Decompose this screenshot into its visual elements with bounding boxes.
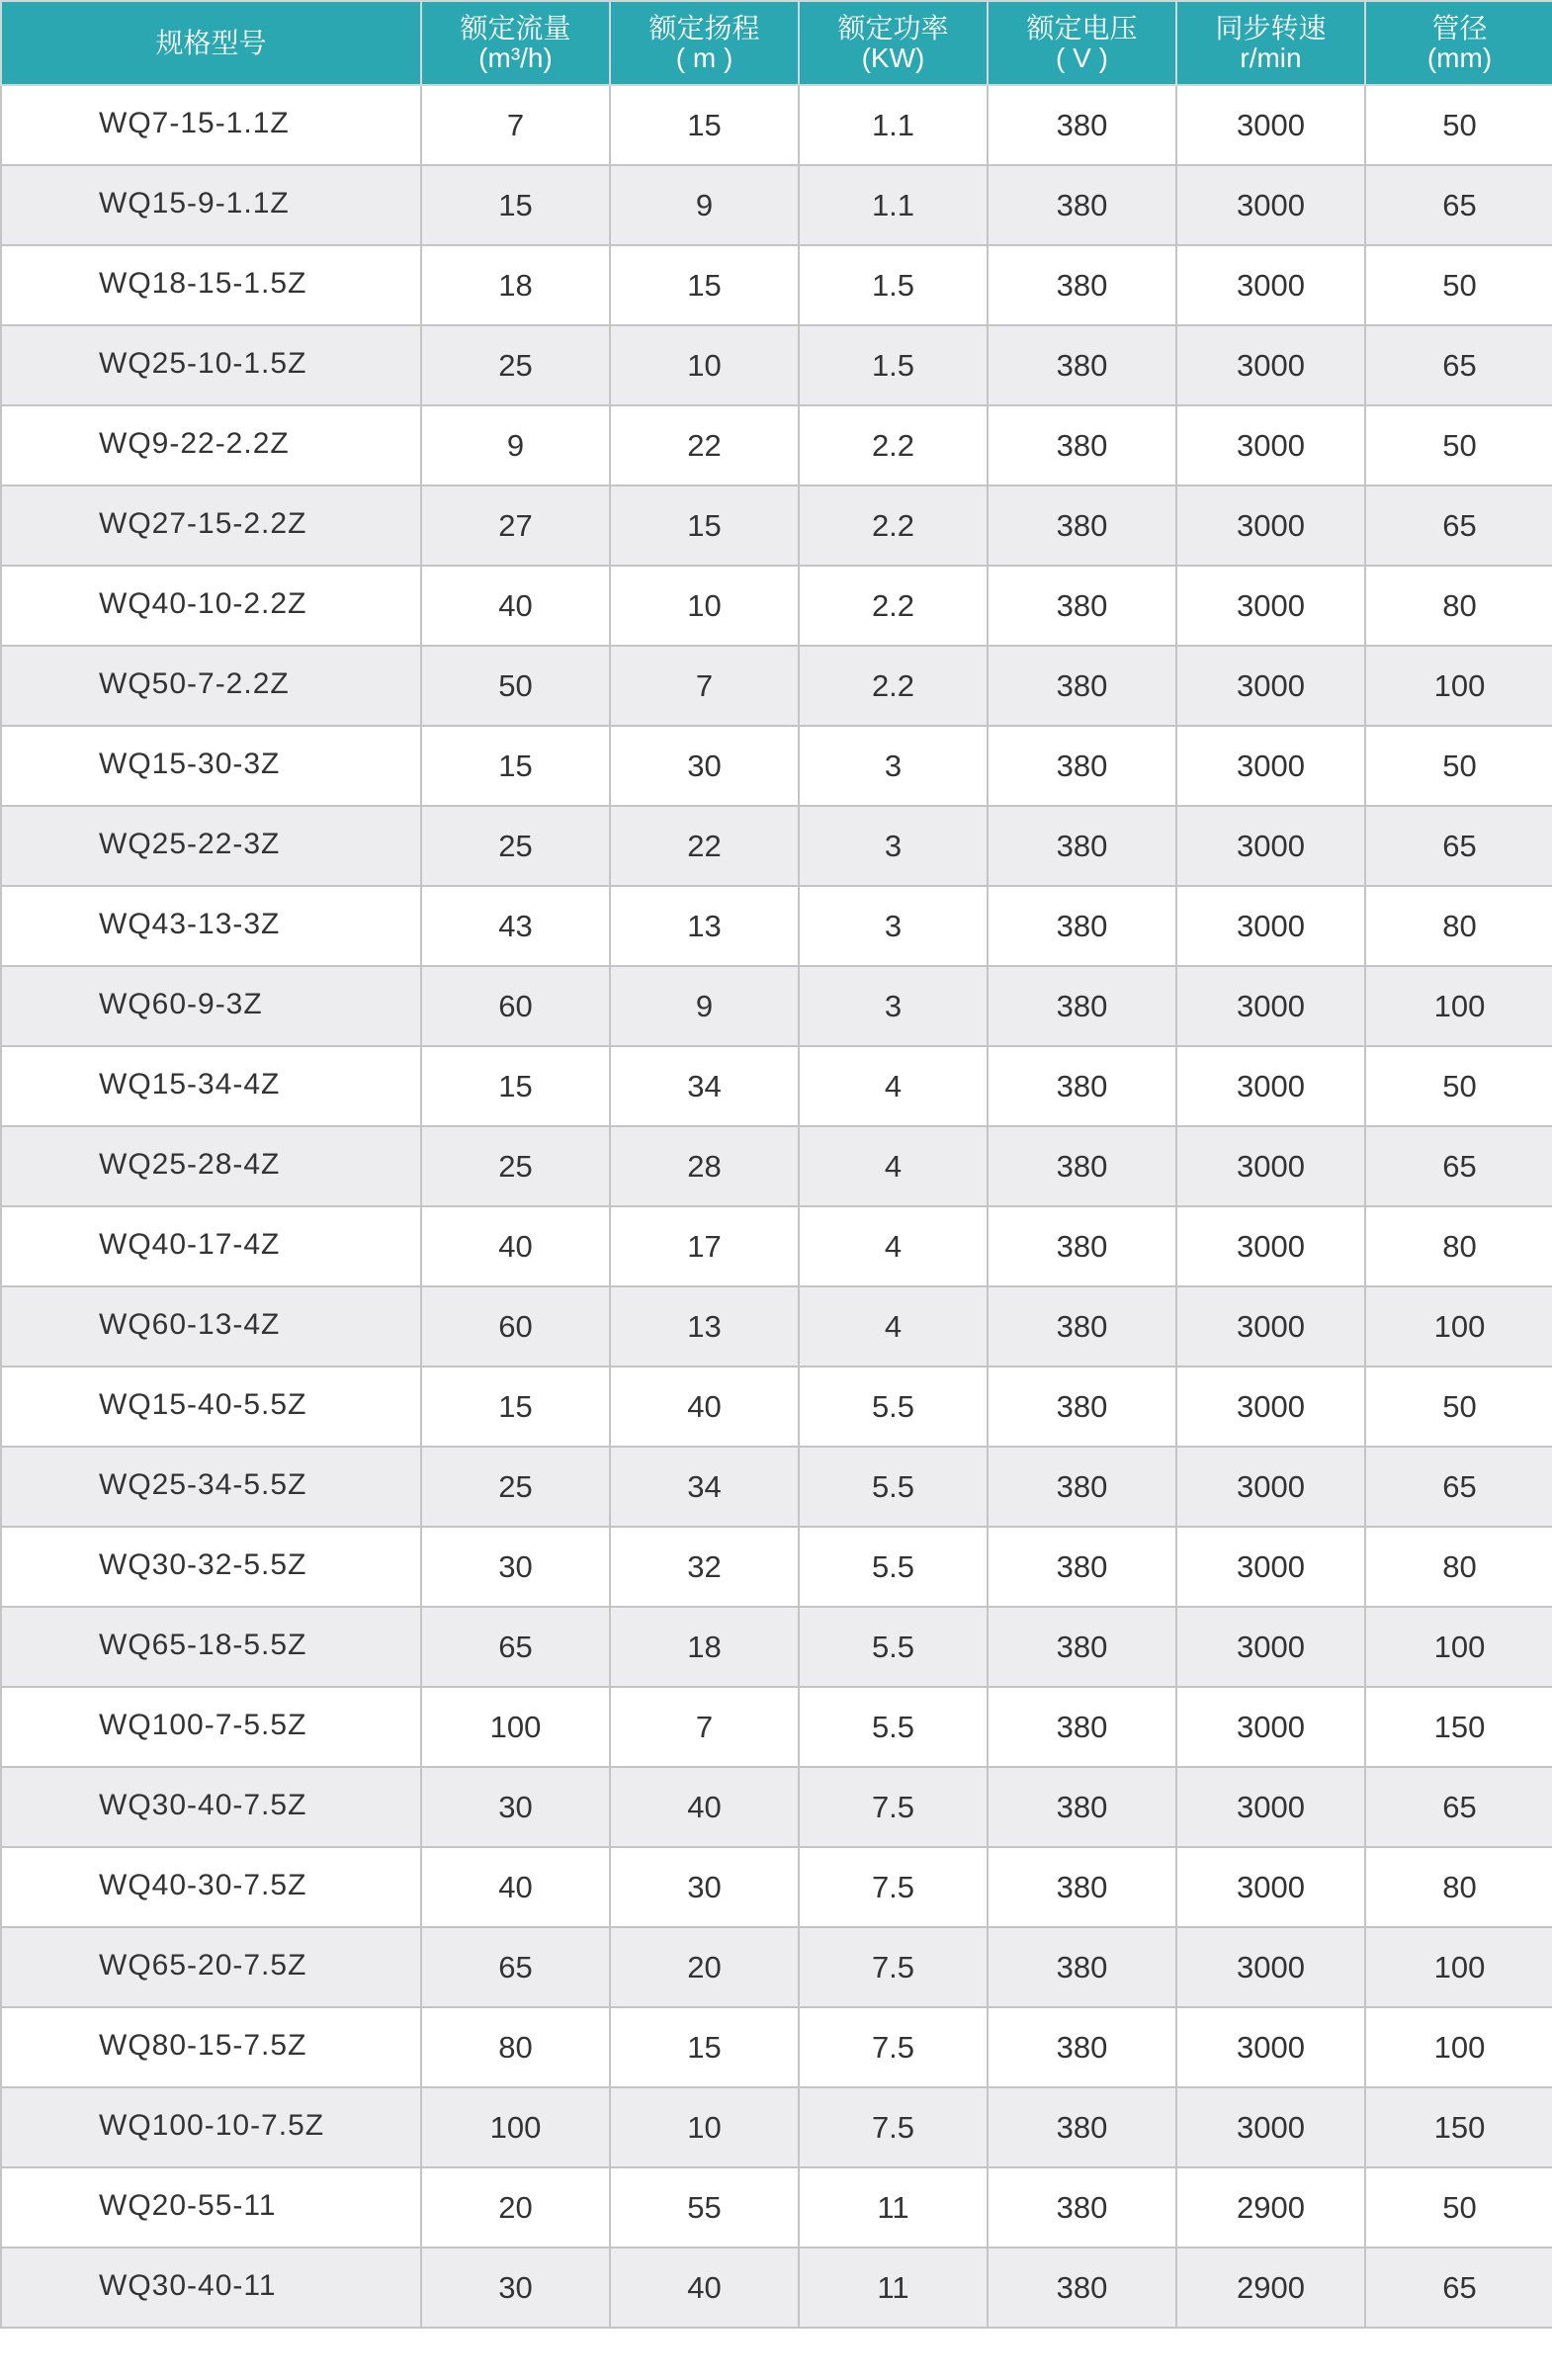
cell-diameter: 80 (1365, 1206, 1552, 1286)
cell-model: WQ25-34-5.5Z (1, 1447, 421, 1527)
table-row (1, 1447, 1552, 1527)
table-row (1, 1607, 1552, 1687)
cell-flow: 25 (421, 806, 610, 886)
cell-voltage: 380 (988, 1527, 1176, 1607)
cell-model: WQ40-17-4Z (1, 1206, 421, 1286)
cell-speed: 3000 (1176, 1527, 1365, 1607)
cell-speed: 3000 (1176, 1046, 1365, 1126)
cell-flow: 80 (421, 2007, 610, 2087)
cell-diameter: 100 (1365, 966, 1552, 1046)
cell-power: 7.5 (799, 1927, 988, 2007)
cell-flow: 25 (421, 1126, 610, 1206)
cell-head: 22 (610, 405, 799, 485)
cell-voltage: 380 (988, 2007, 1176, 2087)
cell-diameter: 65 (1365, 2248, 1552, 2328)
cell-model: WQ100-10-7.5Z (1, 2087, 421, 2167)
cell-model: WQ40-10-2.2Z (1, 566, 421, 646)
cell-power: 3 (799, 886, 988, 966)
cell-speed: 3000 (1176, 485, 1365, 566)
cell-flow: 18 (421, 245, 610, 325)
table-row (1, 1847, 1552, 1927)
cell-speed: 3000 (1176, 1687, 1365, 1767)
cell-head: 17 (610, 1206, 799, 1286)
cell-voltage: 380 (988, 806, 1176, 886)
cell-diameter: 100 (1365, 2007, 1552, 2087)
cell-head: 30 (610, 726, 799, 806)
cell-model: WQ15-9-1.1Z (1, 165, 421, 245)
cell-speed: 3000 (1176, 806, 1365, 886)
cell-flow: 25 (421, 1447, 610, 1527)
cell-diameter: 100 (1365, 1607, 1552, 1687)
cell-power: 2.2 (799, 405, 988, 485)
table-body (1, 85, 1552, 2328)
cell-speed: 3000 (1176, 165, 1365, 245)
cell-voltage: 380 (988, 1927, 1176, 2007)
cell-flow: 50 (421, 646, 610, 726)
cell-diameter: 65 (1365, 806, 1552, 886)
cell-model: WQ30-40-11 (1, 2248, 421, 2328)
cell-head: 32 (610, 1527, 799, 1607)
cell-model: WQ65-20-7.5Z (1, 1927, 421, 2007)
cell-power: 4 (799, 1046, 988, 1126)
cell-voltage: 380 (988, 966, 1176, 1046)
cell-voltage: 380 (988, 886, 1176, 966)
table-row (1, 2248, 1552, 2328)
header-flow: 额定流量 (m³/h) (421, 1, 610, 85)
table-row (1, 1286, 1552, 1366)
cell-head: 55 (610, 2167, 799, 2248)
cell-power: 5.5 (799, 1687, 988, 1767)
cell-head: 22 (610, 806, 799, 886)
cell-power: 5.5 (799, 1607, 988, 1687)
table-row (1, 886, 1552, 966)
cell-diameter: 100 (1365, 1927, 1552, 2007)
cell-model: WQ100-7-5.5Z (1, 1687, 421, 1767)
cell-head: 40 (610, 1366, 799, 1447)
cell-power: 7.5 (799, 1767, 988, 1847)
cell-flow: 15 (421, 726, 610, 806)
cell-head: 13 (610, 1286, 799, 1366)
cell-speed: 3000 (1176, 566, 1365, 646)
cell-flow: 30 (421, 2248, 610, 2328)
table-row (1, 85, 1552, 165)
cell-voltage: 380 (988, 405, 1176, 485)
cell-power: 1.1 (799, 165, 988, 245)
cell-diameter: 80 (1365, 886, 1552, 966)
table-row (1, 2167, 1552, 2248)
cell-model: WQ15-40-5.5Z (1, 1366, 421, 1447)
cell-power: 2.2 (799, 646, 988, 726)
cell-model: WQ27-15-2.2Z (1, 485, 421, 566)
cell-model: WQ18-15-1.5Z (1, 245, 421, 325)
cell-speed: 2900 (1176, 2248, 1365, 2328)
cell-voltage: 380 (988, 325, 1176, 405)
table-row (1, 726, 1552, 806)
table-row (1, 1126, 1552, 1206)
cell-voltage: 380 (988, 2087, 1176, 2167)
table-row (1, 2087, 1552, 2167)
cell-head: 10 (610, 2087, 799, 2167)
cell-speed: 3000 (1176, 1607, 1365, 1687)
header-model: 规格型号 (1, 1, 421, 85)
table-row (1, 1527, 1552, 1607)
cell-power: 4 (799, 1206, 988, 1286)
table-row (1, 1206, 1552, 1286)
cell-voltage: 380 (988, 646, 1176, 726)
table-header (1, 1, 1552, 85)
cell-speed: 3000 (1176, 1366, 1365, 1447)
cell-diameter: 80 (1365, 1847, 1552, 1927)
cell-head: 15 (610, 485, 799, 566)
cell-flow: 60 (421, 1286, 610, 1366)
cell-voltage: 380 (988, 1206, 1176, 1286)
cell-model: WQ40-30-7.5Z (1, 1847, 421, 1927)
cell-diameter: 65 (1365, 1767, 1552, 1847)
header-voltage: 额定电压 ( V ) (988, 1, 1176, 85)
cell-voltage: 380 (988, 2248, 1176, 2328)
table-row (1, 165, 1552, 245)
header-speed: 同步转速 r/min (1176, 1, 1365, 85)
cell-model: WQ65-18-5.5Z (1, 1607, 421, 1687)
cell-speed: 3000 (1176, 1767, 1365, 1847)
cell-model: WQ9-22-2.2Z (1, 405, 421, 485)
cell-voltage: 380 (988, 165, 1176, 245)
cell-head: 34 (610, 1447, 799, 1527)
cell-speed: 3000 (1176, 1927, 1365, 2007)
cell-head: 15 (610, 2007, 799, 2087)
cell-head: 30 (610, 1847, 799, 1927)
cell-flow: 15 (421, 1046, 610, 1126)
cell-voltage: 380 (988, 1447, 1176, 1527)
cell-power: 3 (799, 966, 988, 1046)
cell-voltage: 380 (988, 1767, 1176, 1847)
table-row (1, 245, 1552, 325)
cell-speed: 3000 (1176, 85, 1365, 165)
table-row (1, 966, 1552, 1046)
cell-head: 40 (610, 1767, 799, 1847)
cell-flow: 20 (421, 2167, 610, 2248)
cell-diameter: 65 (1365, 1447, 1552, 1527)
header-diameter: 管径 (mm) (1365, 1, 1552, 85)
cell-diameter: 65 (1365, 165, 1552, 245)
header-row (1, 1, 1552, 85)
cell-speed: 3000 (1176, 405, 1365, 485)
cell-speed: 3000 (1176, 1847, 1365, 1927)
cell-model: WQ80-15-7.5Z (1, 2007, 421, 2087)
cell-diameter: 80 (1365, 566, 1552, 646)
cell-diameter: 50 (1365, 2167, 1552, 2248)
cell-head: 7 (610, 646, 799, 726)
cell-head: 13 (610, 886, 799, 966)
cell-speed: 3000 (1176, 646, 1365, 726)
cell-model: WQ60-9-3Z (1, 966, 421, 1046)
cell-diameter: 150 (1365, 1687, 1552, 1767)
cell-power: 1.1 (799, 85, 988, 165)
cell-speed: 3000 (1176, 1126, 1365, 1206)
cell-model: WQ20-55-11 (1, 2167, 421, 2248)
cell-power: 4 (799, 1286, 988, 1366)
cell-head: 10 (610, 566, 799, 646)
cell-flow: 40 (421, 1847, 610, 1927)
cell-voltage: 380 (988, 1366, 1176, 1447)
cell-voltage: 380 (988, 2167, 1176, 2248)
cell-model: WQ25-28-4Z (1, 1126, 421, 1206)
cell-flow: 65 (421, 1607, 610, 1687)
cell-flow: 65 (421, 1927, 610, 2007)
cell-voltage: 380 (988, 1687, 1176, 1767)
cell-voltage: 380 (988, 485, 1176, 566)
cell-diameter: 50 (1365, 245, 1552, 325)
cell-diameter: 100 (1365, 646, 1552, 726)
cell-flow: 60 (421, 966, 610, 1046)
cell-voltage: 380 (988, 566, 1176, 646)
cell-flow: 40 (421, 1206, 610, 1286)
cell-flow: 30 (421, 1767, 610, 1847)
header-power: 额定功率 (KW) (799, 1, 988, 85)
cell-flow: 27 (421, 485, 610, 566)
cell-power: 1.5 (799, 245, 988, 325)
cell-flow: 100 (421, 2087, 610, 2167)
cell-diameter: 80 (1365, 1527, 1552, 1607)
cell-model: WQ60-13-4Z (1, 1286, 421, 1366)
cell-model: WQ15-30-3Z (1, 726, 421, 806)
cell-power: 5.5 (799, 1447, 988, 1527)
cell-power: 11 (799, 2248, 988, 2328)
table-row (1, 325, 1552, 405)
cell-power: 7.5 (799, 1847, 988, 1927)
cell-model: WQ25-10-1.5Z (1, 325, 421, 405)
cell-head: 20 (610, 1927, 799, 2007)
cell-power: 11 (799, 2167, 988, 2248)
cell-head: 28 (610, 1126, 799, 1206)
table-row (1, 405, 1552, 485)
cell-speed: 3000 (1176, 886, 1365, 966)
cell-flow: 15 (421, 165, 610, 245)
table-row (1, 485, 1552, 566)
cell-diameter: 50 (1365, 405, 1552, 485)
cell-model: WQ30-32-5.5Z (1, 1527, 421, 1607)
cell-speed: 3000 (1176, 325, 1365, 405)
table-row (1, 2007, 1552, 2087)
cell-speed: 3000 (1176, 726, 1365, 806)
cell-voltage: 380 (988, 1046, 1176, 1126)
cell-power: 4 (799, 1126, 988, 1206)
cell-power: 3 (799, 806, 988, 886)
cell-diameter: 100 (1365, 1286, 1552, 1366)
cell-head: 40 (610, 2248, 799, 2328)
cell-flow: 100 (421, 1687, 610, 1767)
cell-diameter: 50 (1365, 1046, 1552, 1126)
cell-model: WQ15-34-4Z (1, 1046, 421, 1126)
cell-voltage: 380 (988, 1126, 1176, 1206)
cell-power: 2.2 (799, 485, 988, 566)
cell-speed: 3000 (1176, 1206, 1365, 1286)
cell-speed: 2900 (1176, 2167, 1365, 2248)
cell-diameter: 65 (1365, 1126, 1552, 1206)
cell-model: WQ25-22-3Z (1, 806, 421, 886)
cell-voltage: 380 (988, 245, 1176, 325)
cell-flow: 15 (421, 1366, 610, 1447)
table-row (1, 646, 1552, 726)
cell-voltage: 380 (988, 1286, 1176, 1366)
cell-flow: 30 (421, 1527, 610, 1607)
cell-diameter: 150 (1365, 2087, 1552, 2167)
table-row (1, 1366, 1552, 1447)
cell-power: 7.5 (799, 2007, 988, 2087)
cell-diameter: 50 (1365, 1366, 1552, 1447)
cell-voltage: 380 (988, 1847, 1176, 1927)
table-row (1, 1767, 1552, 1847)
cell-flow: 40 (421, 566, 610, 646)
cell-diameter: 65 (1365, 485, 1552, 566)
cell-speed: 3000 (1176, 245, 1365, 325)
cell-flow: 43 (421, 886, 610, 966)
cell-flow: 7 (421, 85, 610, 165)
cell-diameter: 50 (1365, 85, 1552, 165)
cell-power: 1.5 (799, 325, 988, 405)
cell-power: 3 (799, 726, 988, 806)
cell-power: 7.5 (799, 2087, 988, 2167)
cell-head: 9 (610, 165, 799, 245)
cell-head: 10 (610, 325, 799, 405)
table-row (1, 566, 1552, 646)
cell-power: 5.5 (799, 1527, 988, 1607)
cell-model: WQ43-13-3Z (1, 886, 421, 966)
header-head: 额定扬程 ( m ) (610, 1, 799, 85)
cell-voltage: 380 (988, 85, 1176, 165)
cell-speed: 3000 (1176, 966, 1365, 1046)
cell-model: WQ30-40-7.5Z (1, 1767, 421, 1847)
cell-speed: 3000 (1176, 1286, 1365, 1366)
cell-head: 15 (610, 245, 799, 325)
cell-power: 5.5 (799, 1366, 988, 1447)
cell-head: 34 (610, 1046, 799, 1126)
cell-voltage: 380 (988, 1607, 1176, 1687)
cell-speed: 3000 (1176, 2087, 1365, 2167)
cell-speed: 3000 (1176, 2007, 1365, 2087)
cell-voltage: 380 (988, 726, 1176, 806)
cell-model: WQ7-15-1.1Z (1, 85, 421, 165)
cell-diameter: 50 (1365, 726, 1552, 806)
table-row (1, 1927, 1552, 2007)
cell-head: 9 (610, 966, 799, 1046)
table-row (1, 1046, 1552, 1126)
cell-flow: 9 (421, 405, 610, 485)
cell-head: 7 (610, 1687, 799, 1767)
cell-power: 2.2 (799, 566, 988, 646)
table-row (1, 1687, 1552, 1767)
cell-model: WQ50-7-2.2Z (1, 646, 421, 726)
cell-head: 15 (610, 85, 799, 165)
cell-diameter: 65 (1365, 325, 1552, 405)
cell-head: 18 (610, 1607, 799, 1687)
cell-speed: 3000 (1176, 1447, 1365, 1527)
cell-flow: 25 (421, 325, 610, 405)
table-row (1, 806, 1552, 886)
